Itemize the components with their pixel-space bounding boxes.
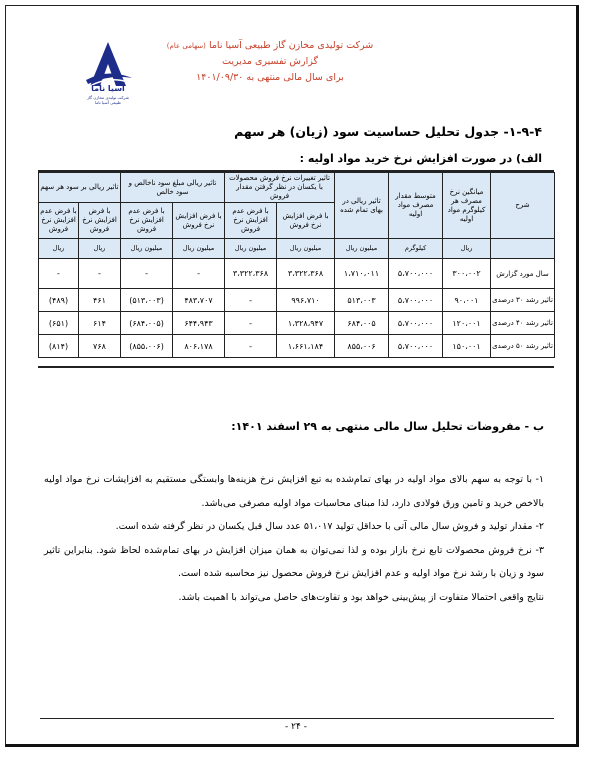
- cell-sales-noinc: -: [225, 312, 277, 335]
- cell-sales-noinc: -: [225, 289, 277, 312]
- col-sales-noinc: با فرض عدم افزایش نرخ فروش: [225, 203, 277, 239]
- unit-rial: ریال: [443, 239, 491, 259]
- sensitivity-table: [38, 172, 555, 358]
- cell-cost-effect: ۶۸۴،۰۰۵: [335, 312, 389, 335]
- paragraph: ۱- با توجه به سهم بالای مواد اولیه در بهای تمام‌شده به تبع افزایش نرخ هزینه‌ها وابستگی مستقیم به افزایشات نرخ مواد اولیه بالاخص خرید و تامین ورق فولادی دارد، لذا مبنای محاسبات مواد اولیه مصرفی می‌باشد.: [44, 474, 544, 509]
- cell-cost-effect: ۱،۷۱۰،۰۱۱: [335, 259, 389, 289]
- col-profit-inc: با فرض افزایش نرخ فروش: [173, 203, 225, 239]
- row-label: تاثیر رشد ۵۰ درصدی: [491, 335, 555, 358]
- report-name: گزارش تفسیری مدیریت: [221, 56, 319, 67]
- col-profit-noinc: با فرض عدم افزایش نرخ فروش: [121, 203, 173, 239]
- row-label: تاثیر رشد ۳۰ درصدی: [491, 289, 555, 312]
- cell-eps-noinc: -: [39, 259, 79, 289]
- col-eps-noinc: با فرض عدم افزایش نرخ فروش: [39, 203, 79, 239]
- cell-profit-inc: ۸۰۶،۱۷۸: [173, 335, 225, 358]
- table-row: [39, 259, 555, 289]
- cell-avg-qty: ۵،۷۰۰،۰۰۰: [389, 289, 443, 312]
- footer-rule: [40, 718, 554, 719]
- cell-avg-qty: ۵،۷۰۰،۰۰۰: [389, 259, 443, 289]
- cell-eps-inc: ۷۶۸: [79, 335, 121, 358]
- cell-avg-qty: ۵،۷۰۰،۰۰۰: [389, 312, 443, 335]
- cell-sales-inc: ۳،۳۲۲،۳۶۸: [277, 259, 335, 289]
- cell-sales-noinc: ۳،۳۲۲،۳۶۸: [225, 259, 277, 289]
- cell-mat-price: ۱۵۰،۰۰۱: [443, 335, 491, 358]
- cell-profit-inc: -: [173, 259, 225, 289]
- cell-mat-price: ۳۰۰،۰۰۲: [443, 259, 491, 289]
- cell-avg-qty: ۵،۷۰۰،۰۰۰: [389, 335, 443, 358]
- cell-profit-noinc: (۸۵۵،۰۰۶): [121, 335, 173, 358]
- logo-text: آسیا ناما: [91, 84, 125, 93]
- cell-sales-noinc: -: [225, 335, 277, 358]
- cell-profit-noinc: (۵۱۳،۰۰۳): [121, 289, 173, 312]
- unit-mrial: میلیون ریال: [225, 239, 277, 259]
- assumptions-text: [44, 468, 544, 609]
- unit-mrial: میلیون ریال: [121, 239, 173, 259]
- cell-eps-noinc: (۴۸۹): [39, 289, 79, 312]
- col-sales-inc: با فرض افزایش نرخ فروش: [277, 203, 335, 239]
- cell-cost-effect: ۵۱۳،۰۰۳: [335, 289, 389, 312]
- cell-eps-inc: -: [79, 259, 121, 289]
- page-border: [5, 5, 579, 747]
- logo-subtext: شرکت تولیدی مخازن گاز طبیعی آسیا ناما: [87, 95, 129, 105]
- report-period: برای سال مالی منتهی به ۱۴۰۱/۰۹/۳۰: [196, 72, 344, 83]
- section-title: ۱-۹-۴- جدول تحلیل حساسیت سود (زیان) هر سهم: [234, 124, 542, 139]
- cell-mat-price: ۱۲۰،۰۰۱: [443, 312, 491, 335]
- table-row: [39, 289, 555, 312]
- col-cost-effect: تاثیر ریالی در بهای تمام شده: [335, 173, 389, 239]
- table-bottom-rule: [38, 366, 554, 368]
- table-row: [39, 335, 555, 358]
- cell-eps-inc: ۴۶۱: [79, 289, 121, 312]
- report-header: [150, 38, 390, 86]
- cell-sales-inc: ۱،۳۲۸،۹۴۷: [277, 312, 335, 335]
- paragraph: نتایج واقعی احتمالا متفاوت از پیش‌بینی خواهد بود و تفاوت‌های حاصل می‌تواند با اهمیت باشد.: [178, 591, 544, 603]
- unit-mrial: میلیون ریال: [277, 239, 335, 259]
- cell-sales-inc: ۱،۶۶۱،۱۸۴: [277, 335, 335, 358]
- unit-rial: ریال: [39, 239, 79, 259]
- table-row: [39, 312, 555, 335]
- cell-profit-inc: ۴۸۳،۷۰۷: [173, 289, 225, 312]
- unit-desc: [491, 239, 555, 259]
- sub-title: الف) در صورت افزایش نرخ خرید مواد اولیه :: [299, 152, 542, 165]
- paragraph: ۲- مقدار تولید و فروش سال مالی آتی با حداقل تولید ۵۱،۰۱۷ عدد سال قبل یکسان در نظر گرفته شده است.: [115, 521, 544, 532]
- cell-cost-effect: ۸۵۵،۰۰۶: [335, 335, 389, 358]
- col-mat-price: میانگین نرخ مصرف هر کیلوگرم مواد اولیه: [443, 173, 491, 239]
- col-desc: شرح: [491, 173, 555, 239]
- col-avg-qty: متوسط مقدار مصرف مواد اولیه: [389, 173, 443, 239]
- row-label: سال مورد گزارش: [491, 259, 555, 289]
- unit-kg: کیلوگرم: [389, 239, 443, 259]
- page-number: - ۲۴ -: [285, 722, 307, 732]
- company-name: شرکت تولیدی مخازن گاز طبیعی آسیا ناما (سهامی عام): [166, 40, 374, 51]
- cell-profit-noinc: -: [121, 259, 173, 289]
- row-label: تاثیر رشد ۴۰ درصدی: [491, 312, 555, 335]
- paragraph: ۳- نرخ فروش محصولات تابع نرخ بازار بوده و لذا نمی‌توان به همان میزان افزایش در بهای تمام‌شده لحاظ شود. بنابراین تاثیر سود و زیان با رشد نرخ مواد اولیه و عدم افزایش نرخ فروش محصول نیز محاسبه شده است.: [44, 544, 544, 579]
- cell-mat-price: ۹۰،۰۰۱: [443, 289, 491, 312]
- cell-eps-noinc: (۶۵۱): [39, 312, 79, 335]
- col-sales-group: تاثیر تغییرات نرخ فروش محصولات با یکسان در نظر گرفتن مقدار فروش: [225, 173, 335, 203]
- cell-eps-noinc: (۸۱۴): [39, 335, 79, 358]
- unit-mrial: میلیون ریال: [335, 239, 389, 259]
- col-eps-group: تاثیر ریالی بر سود هر سهم: [39, 173, 121, 203]
- col-profit-group: تاثیر ریالی مبلغ سود ناخالص و سود خالص: [121, 173, 225, 203]
- cell-profit-inc: ۶۴۴،۹۴۳: [173, 312, 225, 335]
- col-eps-inc: با فرض افزایش نرخ فروش: [79, 203, 121, 239]
- section-b-title: ب - مفروضات تحلیل سال مالی منتهی به ۲۹ اسفند ۱۴۰۱:: [231, 420, 544, 433]
- unit-rial: ریال: [79, 239, 121, 259]
- cell-profit-noinc: (۶۸۴،۰۰۵): [121, 312, 173, 335]
- cell-sales-inc: ۹۹۶،۷۱۰: [277, 289, 335, 312]
- unit-mrial: میلیون ریال: [173, 239, 225, 259]
- cell-eps-inc: ۶۱۴: [79, 312, 121, 335]
